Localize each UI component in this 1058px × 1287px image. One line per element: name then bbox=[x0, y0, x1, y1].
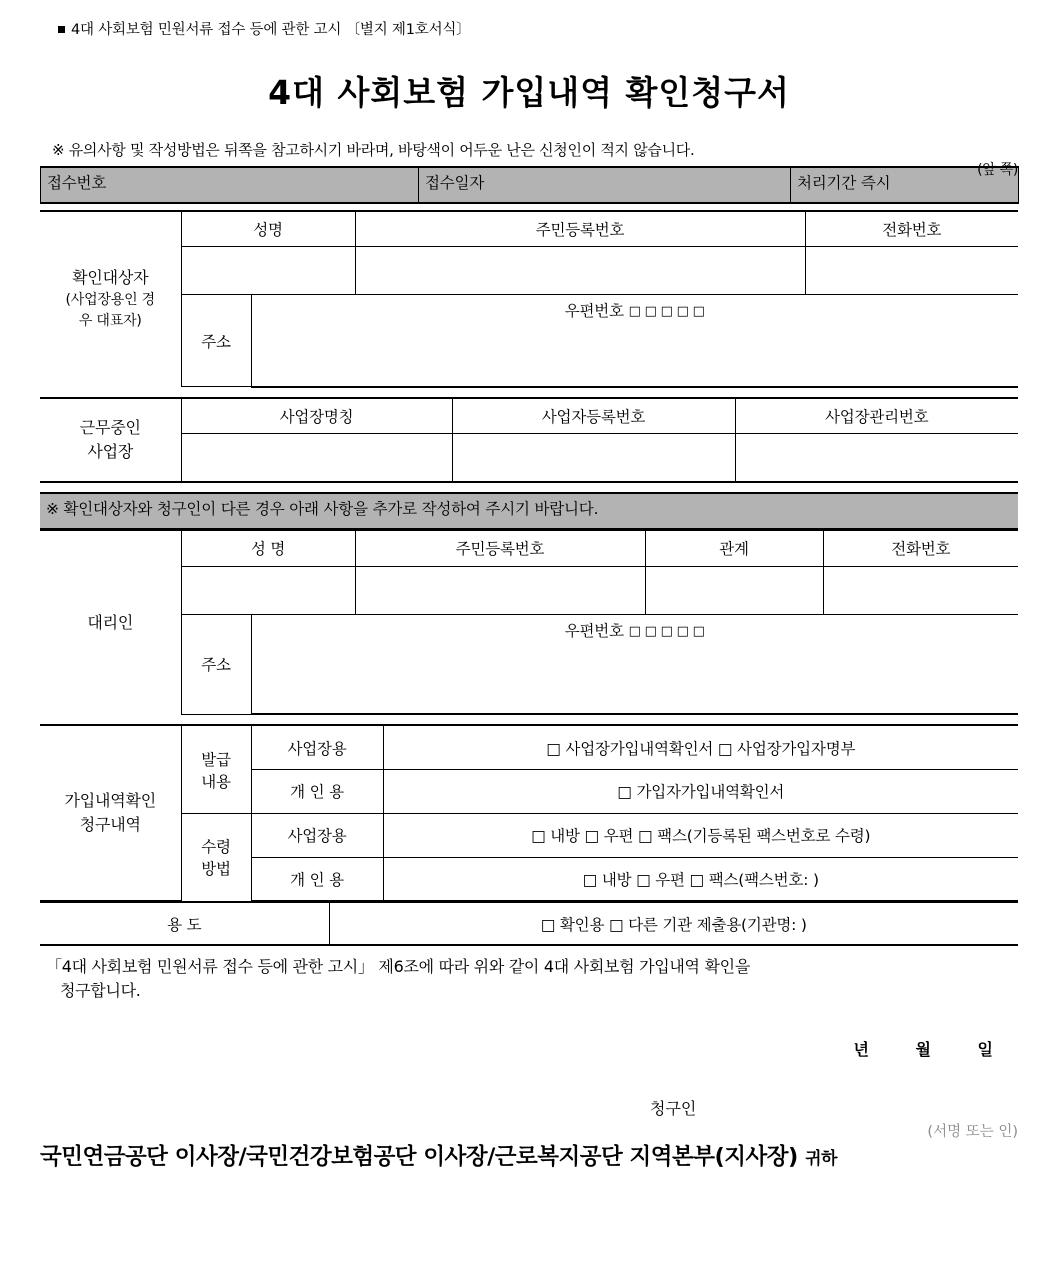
purpose-options[interactable]: □ 확인용 □ 다른 기관 제출용(기관명: ) bbox=[329, 903, 1018, 945]
workplace-row-label bbox=[40, 398, 181, 482]
issue-label-line2: 내용 bbox=[201, 772, 231, 791]
request-row-receive-workplace bbox=[40, 813, 1018, 857]
workplace-name-input[interactable] bbox=[181, 434, 452, 482]
subject-label-sub2: 우 대표자) bbox=[78, 313, 142, 330]
subject-col-phone: 전화번호 bbox=[805, 211, 1018, 247]
purpose-row bbox=[40, 903, 1018, 945]
square-bullet-icon bbox=[58, 26, 65, 33]
form-reference-notice bbox=[40, 0, 1018, 39]
date-month[interactable]: 월 bbox=[915, 1039, 932, 1059]
recipient-honorific: 귀하 bbox=[805, 1148, 837, 1169]
page-side-mark: (앞 쪽) bbox=[977, 162, 1018, 178]
agent-name-input[interactable] bbox=[181, 566, 355, 614]
closing-line1: 「4대 사회보험 민원서류 접수 등에 관한 고시」 제6조에 따라 위와 같이 4대 사회보험 가입내역 확인을 bbox=[46, 956, 750, 976]
receipt-date-cell: 접수일자 bbox=[419, 167, 791, 203]
agent-phone-input[interactable] bbox=[823, 566, 1018, 614]
agent-col-name: 성 명 bbox=[181, 530, 355, 566]
workplace-value-row bbox=[40, 434, 1018, 482]
page-title: 4대 사회보험 가입내역 확인청구서 bbox=[268, 73, 790, 112]
agent-relation-input[interactable] bbox=[645, 566, 823, 614]
workplace-mgmtno-input[interactable] bbox=[735, 434, 1018, 482]
receive-label-line2: 방법 bbox=[201, 860, 231, 879]
request-label-line2: 청구내역 bbox=[79, 815, 141, 835]
agent-col-rrn: 주민등록번호 bbox=[355, 530, 645, 566]
purpose-table bbox=[40, 902, 1018, 946]
agent-address-input[interactable] bbox=[251, 644, 1018, 714]
receive-options-personal[interactable]: □ 내방 □ 우편 □ 팩스(팩스번호: ) bbox=[383, 857, 1018, 901]
agent-postal-label: 우편번호 bbox=[564, 621, 624, 640]
workplace-header-row bbox=[40, 398, 1018, 434]
workplace-bizreg-input[interactable] bbox=[452, 434, 735, 482]
subject-col-rrn: 주민등록번호 bbox=[355, 211, 805, 247]
subject-rrn-input[interactable] bbox=[355, 247, 805, 295]
subject-name-input[interactable] bbox=[181, 247, 355, 295]
issue-type-personal: 개 인 용 bbox=[251, 769, 383, 813]
subject-value-row bbox=[40, 247, 1018, 295]
subject-label-sub1: (사업장용인 경 bbox=[65, 292, 155, 309]
agent-address-label: 주소 bbox=[181, 614, 251, 714]
request-label-line1: 가입내역확인 bbox=[64, 791, 157, 811]
agent-table bbox=[40, 530, 1018, 716]
agent-notice-row bbox=[40, 493, 1018, 529]
receipt-bar-row bbox=[41, 167, 1019, 203]
issue-type-workplace: 사업장용 bbox=[251, 725, 383, 769]
request-row-issue-workplace bbox=[40, 725, 1018, 769]
recipient-organization: 국민연금공단 이사장/국민건강보험공단 이사장/근로복지공단 지역본부(지사장) bbox=[40, 1143, 798, 1170]
workplace-col-mgmtno: 사업장관리번호 bbox=[735, 398, 1018, 434]
date-day[interactable]: 일 bbox=[977, 1039, 994, 1059]
recipient-organization-line bbox=[40, 1142, 1018, 1172]
request-details-table bbox=[40, 724, 1018, 902]
claimant-signature-row bbox=[40, 1096, 1018, 1142]
subject-label-main: 확인대상자 bbox=[72, 268, 149, 288]
subject-col-name: 성명 bbox=[181, 211, 355, 247]
agent-postal-cell bbox=[251, 614, 1018, 644]
issue-options-personal[interactable]: □ 가입자가입내역확인서 bbox=[383, 769, 1018, 813]
issue-label-line1: 발급 bbox=[201, 750, 231, 769]
postal-code-boxes-icon[interactable]: □ □ □ □ □ bbox=[628, 304, 705, 319]
agent-value-row bbox=[40, 566, 1018, 614]
workplace-label-line1: 근무중인 bbox=[79, 417, 141, 437]
date-year[interactable]: 년 bbox=[853, 1039, 870, 1059]
agent-postal-row bbox=[40, 614, 1018, 644]
purpose-label: 용 도 bbox=[40, 903, 329, 945]
signature-hint: (서명 또는 인) bbox=[927, 1123, 1018, 1140]
subject-header-row bbox=[40, 211, 1018, 247]
agent-col-phone: 전화번호 bbox=[823, 530, 1018, 566]
workplace-label-line2: 사업장 bbox=[87, 441, 134, 461]
spacer bbox=[40, 388, 1018, 397]
date-line bbox=[40, 1037, 1018, 1060]
subject-table bbox=[40, 210, 1018, 388]
subject-phone-input[interactable] bbox=[805, 247, 1018, 295]
spacer bbox=[40, 715, 1018, 724]
agent-notice-table bbox=[40, 492, 1018, 530]
receive-label-line1: 수령 bbox=[201, 838, 231, 857]
receipt-number-cell: 접수번호 bbox=[41, 167, 419, 203]
form-reference-text: 4대 사회보험 민원서류 접수 등에 관한 고시 〔별지 제1호서식〕 bbox=[71, 22, 471, 38]
receipt-bar-table bbox=[40, 166, 1019, 204]
fill-guide-text: ※ 유의사항 및 작성방법은 뒤쪽을 참고하시기 바라며, 바탕색이 어두운 난은 신청인이 적지 않습니다. bbox=[52, 141, 695, 159]
subject-postal-row bbox=[40, 295, 1018, 325]
receive-type-workplace: 사업장용 bbox=[251, 813, 383, 857]
agent-rrn-input[interactable] bbox=[355, 566, 645, 614]
agent-notice-text: ※ 확인대상자와 청구인이 다른 경우 아래 사항을 추가로 작성하여 주시기 바랍니다. bbox=[40, 493, 1018, 529]
workplace-col-name: 사업장명칭 bbox=[181, 398, 452, 434]
claimant-label: 청구인 bbox=[650, 1098, 697, 1118]
receive-options-workplace[interactable]: □ 내방 □ 우편 □ 팩스(기등록된 팩스번호로 수령) bbox=[383, 813, 1018, 857]
spacer bbox=[40, 483, 1018, 492]
closing-line2: 청구합니다. bbox=[60, 980, 141, 1000]
postal-code-boxes-icon[interactable]: □ □ □ □ □ bbox=[628, 623, 705, 639]
subject-postal-label: 우편번호 bbox=[564, 302, 624, 320]
request-row-label bbox=[40, 725, 181, 901]
subject-address-label: 주소 bbox=[181, 295, 251, 387]
subject-address-input[interactable] bbox=[251, 325, 1018, 387]
agent-row-label: 대리인 bbox=[40, 530, 181, 714]
receive-type-personal: 개 인 용 bbox=[251, 857, 383, 901]
workplace-col-bizreg: 사업자등록번호 bbox=[452, 398, 735, 434]
subject-postal-cell bbox=[251, 295, 1018, 325]
issue-content-label bbox=[181, 725, 251, 813]
receive-method-label bbox=[181, 813, 251, 901]
closing-statement bbox=[40, 955, 1018, 1003]
agent-col-relation: 관계 bbox=[645, 530, 823, 566]
subject-row-label bbox=[40, 211, 181, 387]
agent-header-row bbox=[40, 530, 1018, 566]
fill-guide-notice bbox=[40, 140, 1018, 178]
workplace-table bbox=[40, 397, 1018, 483]
issue-options-workplace[interactable]: □ 사업장가입내역확인서 □ 사업장가입자명부 bbox=[383, 725, 1018, 769]
processing-period-cell: 처리기간 즉시 bbox=[791, 167, 1019, 203]
